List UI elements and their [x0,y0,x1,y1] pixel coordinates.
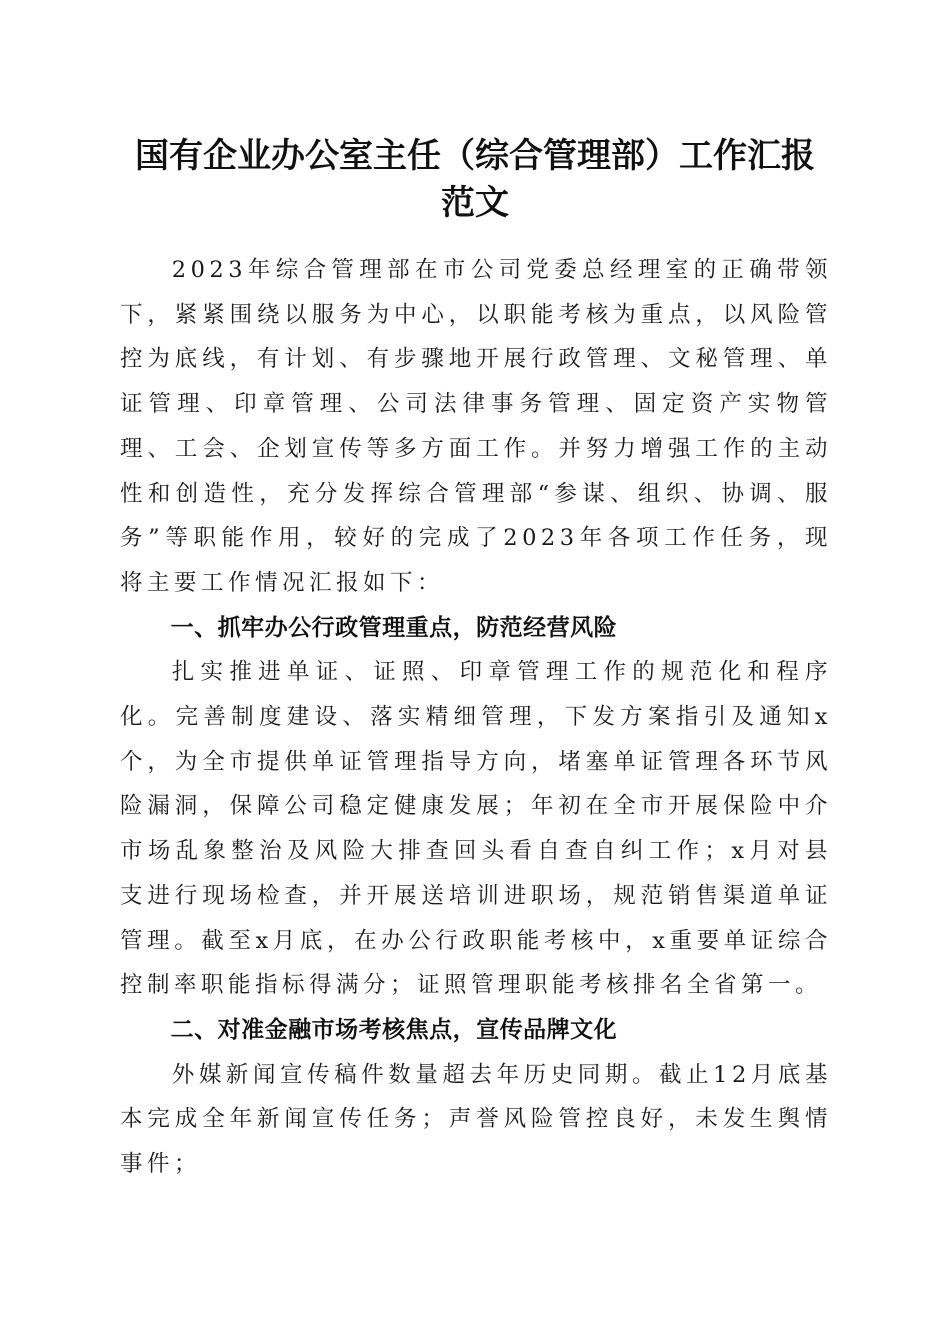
section-paragraph-2: 外媒新闻宣传稿件数量超去年历史同期。截止12月底基本完成全年新闻宣传任务；声誉风险管控良好，未发生舆情事件； [120,1061,832,1178]
section-paragraph-1: 扎实推进单证、证照、印章管理工作的规范化和程序化。完善制度建设、落实精细管理，下发方案指引及通知x个，为全市提供单证管理指导方向，堵塞单证管理各环节风险漏洞，保障公司稳定健康发展；年初在全市开展保险中介市场乱象整治及风险大排查回头看自查自纠工作；x月对县支进行现场检查，并开展送培训进职场，规范销售渠道单证管理。截至x月底，在办公行政职能考核中，x重要单证综合控制率职能指标得满分；证照管理职能考核排名全省第一。 [120,659,832,999]
intro-paragraph: 2023年综合管理部在市公司党委总经理室的正确带领下，紧紧围绕以服务为中心，以职能考核为重点，以风险管控为底线，有计划、有步骤地开展行政管理、文秘管理、单证管理、印章管理、公司法律事务管理、固定资产实物管理、工会、企划宣传等多方面工作。并努力增强工作的主动性和创造性，充分发挥综合管理部“参谋、组织、协调、服务”等职能作用，较好的完成了2023年各项工作任务，现将主要工作情况汇报如下： [120,257,832,596]
document-title [100,133,850,227]
title-line-1: 国有企业办公室主任（综合管理部）工作汇报 [135,136,815,176]
document-body [120,248,832,1187]
section-heading-2: 二、对准金融市场考核焦点，宣传品牌文化 [170,1016,618,1043]
section-heading-1: 一、抓牢办公行政管理重点，防范经营风险 [170,614,618,641]
title-line-2: 范文 [441,183,509,223]
